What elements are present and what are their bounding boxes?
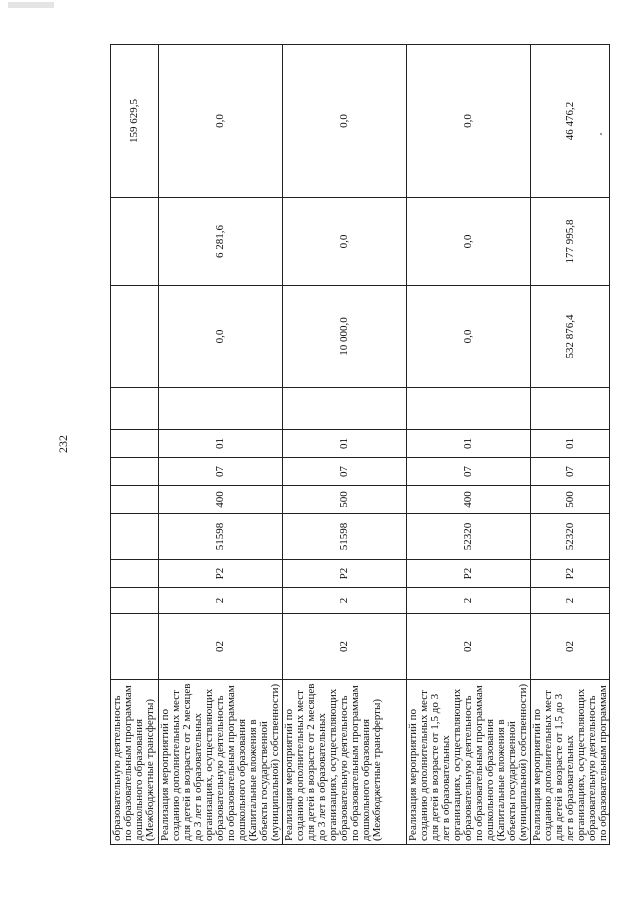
table-row — [407, 45, 531, 845]
cell-amount-3: 0,0 — [407, 45, 531, 198]
cell-pp — [159, 388, 283, 430]
table-row — [283, 45, 407, 845]
row-name: Реализация мероприятий по созданию дополнительных мест для детей в возрасте от 2 месяцев до 3 лет в образовательных организациях, осуществляющих образовательную деятельность по образовательным программам дошкольного образования (Межбюджетные трансферты) — [283, 680, 407, 845]
cell-amount-1: 532 876,4 — [531, 286, 610, 388]
cell-vr: 07 — [531, 458, 610, 486]
cell-sec: 02 — [407, 614, 531, 680]
page-number: 232 — [56, 435, 70, 453]
cell-vr — [111, 458, 159, 486]
rotated-table-container — [110, 45, 609, 845]
cell-code-c: 400 — [407, 486, 531, 514]
table-row — [111, 45, 159, 845]
cell-amount-2: 0,0 — [283, 198, 407, 286]
cell-code-c: 500 — [531, 486, 610, 514]
cell-vr: 07 — [159, 458, 283, 486]
cell-code-b: 52320 — [531, 514, 610, 560]
row-name: Реализация мероприятий по созданию дополнительных мест для детей в возрасте от 1,5 до 3 лет в образовательных организациях, осуществляющих образовательную деятельность по образовательным программам — [531, 680, 610, 845]
cell-amount-1: 10 000,0 — [283, 286, 407, 388]
cell-code-a: Р2 — [407, 560, 531, 588]
cell-amount-2: 6 281,6 — [159, 198, 283, 286]
cell-gp: 01 — [159, 430, 283, 458]
cell-code-a — [111, 560, 159, 588]
table-row — [159, 45, 283, 845]
cell-code-b: 52320 — [407, 514, 531, 560]
cell-amount-3: 0,0 — [283, 45, 407, 198]
cell-sec: 02 — [531, 614, 610, 680]
cell-code-c — [111, 486, 159, 514]
cell-code-a: Р2 — [159, 560, 283, 588]
cell-pp — [283, 388, 407, 430]
budget-table — [110, 44, 610, 845]
cell-code-b: 51598 — [283, 514, 407, 560]
cell-pp — [407, 388, 531, 430]
cell-subsec: 2 — [531, 588, 610, 614]
cell-vr: 07 — [283, 458, 407, 486]
cell-amount-3: 46 476,2 — [531, 45, 610, 198]
cell-amount-2: 177 995,8 — [531, 198, 610, 286]
cell-sec: 02 — [159, 614, 283, 680]
cell-sec — [111, 614, 159, 680]
row-name: образовательную деятельность по образовательным программам дошкольного образования (Межбюджетные трансферты) — [111, 680, 159, 845]
cell-vr: 07 — [407, 458, 531, 486]
cell-gp: 01 — [531, 430, 610, 458]
cell-gp — [111, 430, 159, 458]
cell-subsec: 2 — [283, 588, 407, 614]
cell-amount-2 — [111, 198, 159, 286]
cell-amount-1: 0,0 — [407, 286, 531, 388]
cell-pp — [531, 388, 610, 430]
scan-artifact — [8, 2, 54, 8]
cell-pp — [111, 388, 159, 430]
cell-code-c: 400 — [159, 486, 283, 514]
cell-subsec — [111, 588, 159, 614]
cell-code-b: 51598 — [159, 514, 283, 560]
cell-amount-3: 159 629,5 — [111, 45, 159, 198]
cell-subsec: 2 — [407, 588, 531, 614]
cell-amount-1: 0,0 — [159, 286, 283, 388]
cell-sec: 02 — [283, 614, 407, 680]
row-name: Реализация мероприятий по созданию дополнительных мест для детей в возрасте от 1,5 до 3 лет в образовательных организациях, осуществляющих образовательную деятельность по образовательным программам дошкольного образования (Капитальные вложения в объекты государственной (муниципальной) собственности) — [407, 680, 531, 845]
row-name: Реализация мероприятий по созданию дополнительных мест для детей в возрасте от 2 месяцев до 3 лет в образовательных организациях, осуществляющих образовательную деятельность по образовательным программам дошкольного образования (Капитальные вложения в объекты государственной (муниципальной) собственности) — [159, 680, 283, 845]
cell-amount-3: 0,0 — [159, 45, 283, 198]
cell-subsec: 2 — [159, 588, 283, 614]
cell-amount-2: 0,0 — [407, 198, 531, 286]
cell-code-b — [111, 514, 159, 560]
table-row — [531, 45, 610, 845]
cell-amount-1 — [111, 286, 159, 388]
cell-code-a: Р2 — [283, 560, 407, 588]
cell-code-a: Р2 — [531, 560, 610, 588]
cell-gp: 01 — [283, 430, 407, 458]
cell-code-c: 500 — [283, 486, 407, 514]
cell-gp: 01 — [407, 430, 531, 458]
